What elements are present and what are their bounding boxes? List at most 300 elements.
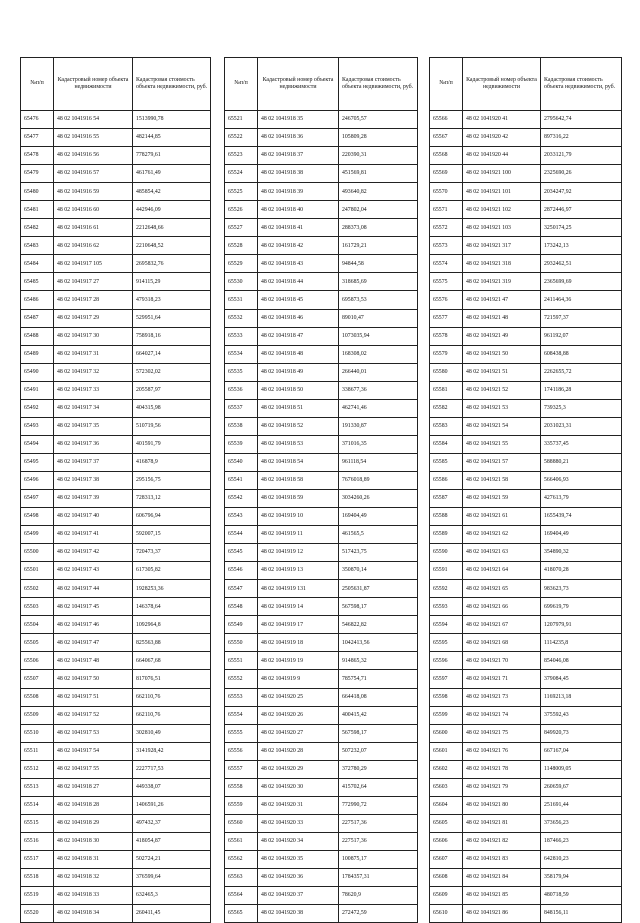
header-cadastral-number: Кадастровый номер объекта недвижимости xyxy=(463,58,541,111)
cadastral-cost-cell: 2411464,36 xyxy=(541,291,622,309)
cadastral-number-cell: 48 02 1041921 65 xyxy=(463,580,541,598)
row-number-cell: 65566 xyxy=(430,111,463,129)
table-row xyxy=(225,905,418,923)
table-row xyxy=(225,832,418,850)
row-number-cell: 65572 xyxy=(430,219,463,237)
cadastral-number-cell: 48 02 1041917 41 xyxy=(54,526,133,544)
cadastral-number-cell: 48 02 1041918 50 xyxy=(258,381,339,399)
table-row xyxy=(430,237,622,255)
cadastral-cost-cell: 318685,69 xyxy=(339,273,418,291)
cadastral-number-cell: 48 02 1041921 85 xyxy=(463,887,541,905)
row-number-cell: 65533 xyxy=(225,327,258,345)
table-row xyxy=(225,435,418,453)
cadastral-cost-cell: 664027,14 xyxy=(133,345,211,363)
cadastral-cost-cell: 1406591,26 xyxy=(133,796,211,814)
cadastral-number-cell: 48 02 1041918 27 xyxy=(54,778,133,796)
cadastral-number-cell: 48 02 1041918 45 xyxy=(258,291,339,309)
cadastral-cost-cell: 785754,71 xyxy=(339,670,418,688)
cadastral-cost-cell: 404315,98 xyxy=(133,399,211,417)
cadastral-number-cell: 48 02 1041919 19 xyxy=(258,652,339,670)
cadastral-cost-cell: 2212648,66 xyxy=(133,219,211,237)
table-row xyxy=(430,598,622,616)
row-number-cell: 65531 xyxy=(225,291,258,309)
cadastral-cost-cell: 372780,29 xyxy=(339,760,418,778)
cadastral-number-cell: 48 02 1041917 38 xyxy=(54,471,133,489)
cadastral-cost-cell: 2227717,53 xyxy=(133,760,211,778)
row-number-cell: 65482 xyxy=(21,219,54,237)
cadastral-cost-cell: 517423,75 xyxy=(339,544,418,562)
table-header-row xyxy=(430,58,622,111)
row-number-cell: 65578 xyxy=(430,327,463,345)
cadastral-cost-cell: 173242,13 xyxy=(541,237,622,255)
cadastral-number-cell: 48 02 1041920 31 xyxy=(258,796,339,814)
cadastral-cost-cell: 1513990,78 xyxy=(133,111,211,129)
cadastral-cost-cell: 572302,02 xyxy=(133,363,211,381)
cadastral-cost-cell: 1928253,36 xyxy=(133,580,211,598)
row-number-cell: 65556 xyxy=(225,742,258,760)
row-number-cell: 65504 xyxy=(21,616,54,634)
cadastral-number-cell: 48 02 1041921 84 xyxy=(463,868,541,886)
table-row xyxy=(430,796,622,814)
cadastral-number-cell: 48 02 1041918 54 xyxy=(258,453,339,471)
table-row xyxy=(225,616,418,634)
table-row xyxy=(430,381,622,399)
cadastral-cost-cell: 854046,08 xyxy=(541,652,622,670)
cadastral-number-cell: 48 02 1041918 33 xyxy=(54,887,133,905)
cadastral-cost-cell: 2795642,74 xyxy=(541,111,622,129)
table-row xyxy=(21,778,211,796)
cadastral-number-cell: 48 02 1041917 52 xyxy=(54,706,133,724)
cadastral-number-cell: 48 02 1041918 58 xyxy=(258,471,339,489)
table-header-row xyxy=(225,58,418,111)
cadastral-cost-cell: 632465,3 xyxy=(133,887,211,905)
cadastral-cost-cell: 897316,22 xyxy=(541,129,622,147)
cadastral-number-cell: 48 02 1041920 44 xyxy=(463,147,541,165)
cadastral-cost-cell: 1073035,94 xyxy=(339,327,418,345)
cadastral-number-cell: 48 02 1041917 36 xyxy=(54,435,133,453)
cadastral-cost-cell: 418070,28 xyxy=(541,562,622,580)
table-row xyxy=(21,688,211,706)
cadastral-number-cell: 48 02 1041919 18 xyxy=(258,634,339,652)
cadastral-cost-cell: 205587,97 xyxy=(133,381,211,399)
cadastral-number-cell: 48 02 1041917 48 xyxy=(54,652,133,670)
cadastral-number-cell: 48 02 1041921 70 xyxy=(463,652,541,670)
cadastre-table-1 xyxy=(20,57,211,923)
row-number-cell: 65541 xyxy=(225,471,258,489)
table-row xyxy=(430,508,622,526)
cadastral-number-cell: 48 02 1041921 55 xyxy=(463,435,541,453)
row-number-cell: 65481 xyxy=(21,201,54,219)
cadastral-number-cell: 48 02 1041916 62 xyxy=(54,237,133,255)
cadastral-number-cell: 48 02 1041917 45 xyxy=(54,598,133,616)
table-row xyxy=(225,796,418,814)
cadastral-number-cell: 48 02 1041917 35 xyxy=(54,417,133,435)
table-row xyxy=(225,760,418,778)
cadastral-cost-cell: 161729,21 xyxy=(339,237,418,255)
table-row xyxy=(430,616,622,634)
cadastral-cost-cell: 1042413,56 xyxy=(339,634,418,652)
cadastral-cost-cell: 3034260,26 xyxy=(339,489,418,507)
cadastral-number-cell: 48 02 1041916 60 xyxy=(54,201,133,219)
row-number-cell: 65547 xyxy=(225,580,258,598)
row-number-cell: 65557 xyxy=(225,760,258,778)
row-number-cell: 65609 xyxy=(430,887,463,905)
row-number-cell: 65499 xyxy=(21,526,54,544)
cadastral-cost-cell: 335737,45 xyxy=(541,435,622,453)
cadastral-cost-cell: 848156,11 xyxy=(541,905,622,923)
cadastral-number-cell: 48 02 1041921 48 xyxy=(463,309,541,327)
cadastral-cost-cell: 529951,64 xyxy=(133,309,211,327)
cadastral-cost-cell: 187466,23 xyxy=(541,832,622,850)
row-number-cell: 65542 xyxy=(225,489,258,507)
cadastral-cost-cell: 482144,85 xyxy=(133,129,211,147)
cadastral-number-cell: 48 02 1041919 131 xyxy=(258,580,339,598)
cadastral-cost-cell: 2031023,31 xyxy=(541,417,622,435)
cadastral-number-cell: 48 02 1041921 53 xyxy=(463,399,541,417)
cadastral-cost-cell: 401591,79 xyxy=(133,435,211,453)
table-row xyxy=(21,291,211,309)
cadastral-number-cell: 48 02 1041918 51 xyxy=(258,399,339,417)
row-number-cell: 65562 xyxy=(225,850,258,868)
table-row xyxy=(21,345,211,363)
cadastral-cost-cell: 442946,09 xyxy=(133,201,211,219)
cadastral-number-cell: 48 02 1041917 46 xyxy=(54,616,133,634)
cadastral-cost-cell: 418054,87 xyxy=(133,832,211,850)
cadastral-cost-cell: 462741,46 xyxy=(339,399,418,417)
table-row xyxy=(225,868,418,886)
table-row xyxy=(430,399,622,417)
cadastral-cost-cell: 373656,23 xyxy=(541,814,622,832)
row-number-cell: 65517 xyxy=(21,850,54,868)
cadastral-cost-cell: 728313,12 xyxy=(133,489,211,507)
cadastral-number-cell: 48 02 1041921 59 xyxy=(463,489,541,507)
row-number-cell: 65577 xyxy=(430,309,463,327)
cadastral-number-cell: 48 02 1041918 47 xyxy=(258,327,339,345)
cadastral-number-cell: 48 02 1041917 44 xyxy=(54,580,133,598)
cadastral-cost-cell: 825563,88 xyxy=(133,634,211,652)
cadastral-cost-cell: 493640,82 xyxy=(339,183,418,201)
cadastral-number-cell: 48 02 1041919 17 xyxy=(258,616,339,634)
row-number-cell: 65509 xyxy=(21,706,54,724)
cadastral-cost-cell: 567598,17 xyxy=(339,598,418,616)
cadastral-cost-cell: 606796,94 xyxy=(133,508,211,526)
table-row xyxy=(225,580,418,598)
cadastral-cost-cell: 3250174,25 xyxy=(541,219,622,237)
table-row xyxy=(21,273,211,291)
cadastral-number-cell: 48 02 1041918 43 xyxy=(258,255,339,273)
row-number-cell: 65546 xyxy=(225,562,258,580)
table-row xyxy=(21,814,211,832)
row-number-cell: 65535 xyxy=(225,363,258,381)
cadastral-cost-cell: 739325,3 xyxy=(541,399,622,417)
cadastral-number-cell: 48 02 1041918 59 xyxy=(258,489,339,507)
table-row xyxy=(225,706,418,724)
row-number-cell: 65601 xyxy=(430,742,463,760)
row-number-cell: 65596 xyxy=(430,652,463,670)
row-number-cell: 65479 xyxy=(21,165,54,183)
cadastral-cost-cell: 2210648,52 xyxy=(133,237,211,255)
cadastral-number-cell: 48 02 1041920 41 xyxy=(463,111,541,129)
cadastral-cost-cell: 592007,15 xyxy=(133,526,211,544)
cadastral-number-cell: 48 02 1041920 33 xyxy=(258,814,339,832)
header-row-number: №п/п xyxy=(430,58,463,111)
row-number-cell: 65610 xyxy=(430,905,463,923)
row-number-cell: 65561 xyxy=(225,832,258,850)
cadastral-number-cell: 48 02 1041918 28 xyxy=(54,796,133,814)
cadastral-number-cell: 48 02 1041918 37 xyxy=(258,147,339,165)
table-row xyxy=(225,634,418,652)
row-number-cell: 65580 xyxy=(430,363,463,381)
cadastral-cost-cell: 485854,42 xyxy=(133,183,211,201)
row-number-cell: 65592 xyxy=(430,580,463,598)
table-row xyxy=(225,417,418,435)
cadastral-cost-cell: 617305,82 xyxy=(133,562,211,580)
table-row xyxy=(430,634,622,652)
cadastral-cost-cell: 302810,49 xyxy=(133,724,211,742)
table-row xyxy=(430,435,622,453)
cadastral-number-cell: 48 02 1041918 29 xyxy=(54,814,133,832)
row-number-cell: 65569 xyxy=(430,165,463,183)
table-row xyxy=(430,652,622,670)
row-number-cell: 65564 xyxy=(225,887,258,905)
table-row xyxy=(430,129,622,147)
cadastral-cost-cell: 567598,17 xyxy=(339,724,418,742)
row-number-cell: 65570 xyxy=(430,183,463,201)
cadastral-number-cell: 48 02 1041918 34 xyxy=(54,905,133,923)
table-row xyxy=(430,850,622,868)
row-number-cell: 65484 xyxy=(21,255,54,273)
cadastral-number-cell: 48 02 1041921 62 xyxy=(463,526,541,544)
cadastral-cost-cell: 695873,53 xyxy=(339,291,418,309)
table-row xyxy=(225,291,418,309)
cadastral-cost-cell: 510719,56 xyxy=(133,417,211,435)
table-row xyxy=(225,814,418,832)
cadastral-cost-cell: 2932462,51 xyxy=(541,255,622,273)
table-row xyxy=(21,183,211,201)
table-row xyxy=(21,634,211,652)
table-row xyxy=(430,417,622,435)
table-row xyxy=(21,399,211,417)
cadastral-number-cell: 48 02 1041917 28 xyxy=(54,291,133,309)
row-number-cell: 65536 xyxy=(225,381,258,399)
cadastral-cost-cell: 191330,87 xyxy=(339,417,418,435)
cadastral-cost-cell: 608438,88 xyxy=(541,345,622,363)
cadastral-cost-cell: 350870,14 xyxy=(339,562,418,580)
cadastral-number-cell: 48 02 1041919 11 xyxy=(258,526,339,544)
table-row xyxy=(430,273,622,291)
table-row xyxy=(21,760,211,778)
cadastral-number-cell: 48 02 1041921 71 xyxy=(463,670,541,688)
row-number-cell: 65591 xyxy=(430,562,463,580)
table-row xyxy=(225,399,418,417)
cadastral-number-cell: 48 02 1041920 25 xyxy=(258,688,339,706)
row-number-cell: 65508 xyxy=(21,688,54,706)
table-row xyxy=(430,562,622,580)
table-row xyxy=(225,526,418,544)
row-number-cell: 65477 xyxy=(21,129,54,147)
cadastral-number-cell: 48 02 1041917 34 xyxy=(54,399,133,417)
cadastral-cost-cell: 169404,49 xyxy=(339,508,418,526)
cadastral-number-cell: 48 02 1041917 32 xyxy=(54,363,133,381)
cadastral-cost-cell: 379084,45 xyxy=(541,670,622,688)
cadastral-number-cell: 48 02 1041921 66 xyxy=(463,598,541,616)
table-row xyxy=(225,201,418,219)
cadastral-cost-cell: 169404,49 xyxy=(541,526,622,544)
cadastral-cost-cell: 247802,04 xyxy=(339,201,418,219)
table-row xyxy=(21,526,211,544)
row-number-cell: 65514 xyxy=(21,796,54,814)
cadastral-number-cell: 48 02 1041921 68 xyxy=(463,634,541,652)
cadastral-cost-cell: 251691,44 xyxy=(541,796,622,814)
table-row xyxy=(430,345,622,363)
table-row xyxy=(21,327,211,345)
table-row xyxy=(225,453,418,471)
cadastral-cost-cell: 849920,73 xyxy=(541,724,622,742)
cadastral-number-cell: 48 02 1041917 40 xyxy=(54,508,133,526)
table-header-row xyxy=(21,58,211,111)
cadastral-cost-cell: 1148009,05 xyxy=(541,760,622,778)
table-row xyxy=(21,887,211,905)
cadastral-cost-cell: 451569,81 xyxy=(339,165,418,183)
cadastral-number-cell: 48 02 1041921 317 xyxy=(463,237,541,255)
row-number-cell: 65532 xyxy=(225,309,258,327)
row-number-cell: 65515 xyxy=(21,814,54,832)
cadastral-cost-cell: 2325690,26 xyxy=(541,165,622,183)
row-number-cell: 65528 xyxy=(225,237,258,255)
row-number-cell: 65548 xyxy=(225,598,258,616)
cadastral-number-cell: 48 02 1041920 28 xyxy=(258,742,339,760)
table-row xyxy=(225,255,418,273)
row-number-cell: 65545 xyxy=(225,544,258,562)
table-row xyxy=(21,129,211,147)
row-number-cell: 65521 xyxy=(225,111,258,129)
table-row xyxy=(430,724,622,742)
row-number-cell: 65478 xyxy=(21,147,54,165)
cadastral-cost-cell: 2262655,72 xyxy=(541,363,622,381)
cadastral-cost-cell: 461565,5 xyxy=(339,526,418,544)
row-number-cell: 65555 xyxy=(225,724,258,742)
cadastral-cost-cell: 371016,35 xyxy=(339,435,418,453)
cadastral-cost-cell: 400415,42 xyxy=(339,706,418,724)
cadastral-cost-cell: 772990,72 xyxy=(339,796,418,814)
cadastral-number-cell: 48 02 1041918 46 xyxy=(258,309,339,327)
row-number-cell: 65540 xyxy=(225,453,258,471)
cadastral-number-cell: 48 02 1041921 50 xyxy=(463,345,541,363)
table-row xyxy=(21,508,211,526)
table-row xyxy=(225,345,418,363)
cadastral-number-cell: 48 02 1041917 53 xyxy=(54,724,133,742)
cadastral-cost-cell: 699619,79 xyxy=(541,598,622,616)
table-row xyxy=(21,706,211,724)
table-row xyxy=(430,814,622,832)
cadastral-cost-cell: 642810,23 xyxy=(541,850,622,868)
cadastral-number-cell: 48 02 1041917 42 xyxy=(54,544,133,562)
cadastral-cost-cell: 260659,67 xyxy=(541,778,622,796)
row-number-cell: 65598 xyxy=(430,688,463,706)
table-row xyxy=(430,706,622,724)
table-row xyxy=(21,652,211,670)
cadastral-cost-cell: 461761,49 xyxy=(133,165,211,183)
cadastral-cost-cell: 295156,75 xyxy=(133,471,211,489)
cadastral-number-cell: 48 02 1041921 82 xyxy=(463,832,541,850)
table-row xyxy=(21,417,211,435)
row-number-cell: 65559 xyxy=(225,796,258,814)
header-cadastral-cost: Кадастровая стоимость объекта недвижимости, руб. xyxy=(541,58,622,111)
row-number-cell: 65507 xyxy=(21,670,54,688)
cadastral-cost-cell: 260411,45 xyxy=(133,905,211,923)
cadastral-cost-cell: 2505631,87 xyxy=(339,580,418,598)
row-number-cell: 65510 xyxy=(21,724,54,742)
cadastral-cost-cell: 1169213,18 xyxy=(541,688,622,706)
cadastral-number-cell: 48 02 1041921 86 xyxy=(463,905,541,923)
header-cadastral-cost: Кадастровая стоимость объекта недвижимости, руб. xyxy=(133,58,211,111)
table-row xyxy=(21,670,211,688)
cadastral-number-cell: 48 02 1041917 54 xyxy=(54,742,133,760)
row-number-cell: 65493 xyxy=(21,417,54,435)
row-number-cell: 65586 xyxy=(430,471,463,489)
table-row xyxy=(21,580,211,598)
cadastral-number-cell: 48 02 1041920 42 xyxy=(463,129,541,147)
row-number-cell: 65603 xyxy=(430,778,463,796)
cadastral-cost-cell: 961192,07 xyxy=(541,327,622,345)
cadastral-cost-cell: 1092964,8 xyxy=(133,616,211,634)
cadastral-number-cell: 48 02 1041919 14 xyxy=(258,598,339,616)
cadastral-number-cell: 48 02 1041918 42 xyxy=(258,237,339,255)
cadastral-number-cell: 48 02 1041920 29 xyxy=(258,760,339,778)
table-row xyxy=(21,544,211,562)
cadastral-cost-cell: 914115,29 xyxy=(133,273,211,291)
cadastral-number-cell: 48 02 1041918 35 xyxy=(258,111,339,129)
row-number-cell: 65588 xyxy=(430,508,463,526)
table-row xyxy=(225,670,418,688)
table-row xyxy=(430,868,622,886)
row-number-cell: 65571 xyxy=(430,201,463,219)
cadastral-number-cell: 48 02 1041917 39 xyxy=(54,489,133,507)
row-number-cell: 65492 xyxy=(21,399,54,417)
row-number-cell: 65552 xyxy=(225,670,258,688)
row-number-cell: 65530 xyxy=(225,273,258,291)
row-number-cell: 65597 xyxy=(430,670,463,688)
cadastral-cost-cell: 479318,23 xyxy=(133,291,211,309)
cadastral-number-cell: 48 02 1041917 50 xyxy=(54,670,133,688)
row-number-cell: 65560 xyxy=(225,814,258,832)
row-number-cell: 65518 xyxy=(21,868,54,886)
cadastral-cost-cell: 89010,47 xyxy=(339,309,418,327)
header-cadastral-cost: Кадастровая стоимость объекта недвижимости, руб. xyxy=(339,58,418,111)
row-number-cell: 65525 xyxy=(225,183,258,201)
cadastral-number-cell: 48 02 1041918 40 xyxy=(258,201,339,219)
table-row xyxy=(21,453,211,471)
row-number-cell: 65516 xyxy=(21,832,54,850)
row-number-cell: 65600 xyxy=(430,724,463,742)
cadastral-cost-cell: 2034247,92 xyxy=(541,183,622,201)
cadastre-table-2 xyxy=(224,57,418,923)
table-row xyxy=(21,165,211,183)
row-number-cell: 65486 xyxy=(21,291,54,309)
cadastral-number-cell: 48 02 1041918 31 xyxy=(54,850,133,868)
cadastral-cost-cell: 354890,32 xyxy=(541,544,622,562)
row-number-cell: 65539 xyxy=(225,435,258,453)
cadastral-cost-cell: 667167,04 xyxy=(541,742,622,760)
table-row xyxy=(225,165,418,183)
cadastral-number-cell: 48 02 1041921 73 xyxy=(463,688,541,706)
table-row xyxy=(21,850,211,868)
cadastral-number-cell: 48 02 1041917 31 xyxy=(54,345,133,363)
cadastral-number-cell: 48 02 1041920 26 xyxy=(258,706,339,724)
cadastral-number-cell: 48 02 1041921 57 xyxy=(463,453,541,471)
cadastral-number-cell: 48 02 1041919 13 xyxy=(258,562,339,580)
cadastral-number-cell: 48 02 1041917 29 xyxy=(54,309,133,327)
